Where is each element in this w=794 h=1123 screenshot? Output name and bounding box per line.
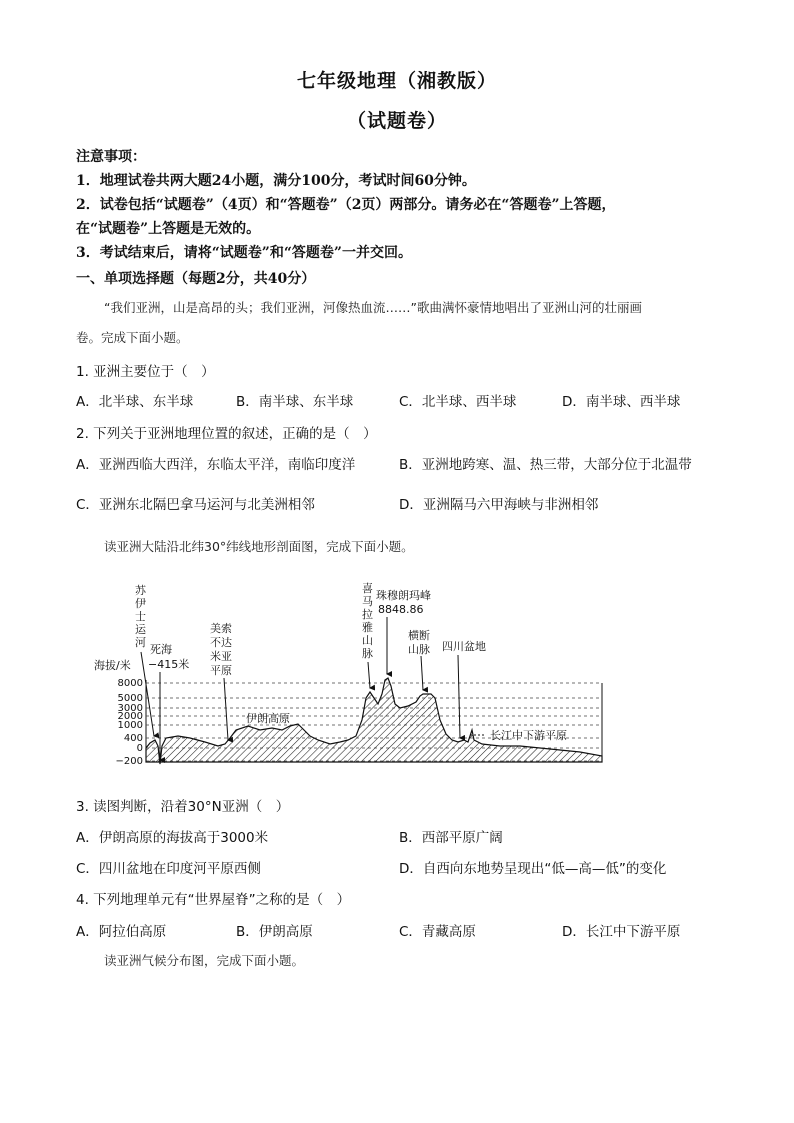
question-2-option-c[interactable]: C．亚洲东北隔巴拿马运河与北美洲相邻: [76, 497, 315, 513]
y-tick-0: 0: [136, 743, 143, 754]
question-3-option-b[interactable]: B．西部平原广阔: [399, 830, 503, 846]
svg-text:马: 马: [362, 595, 373, 608]
question-4-option-b[interactable]: B．伊朗高原: [236, 924, 313, 940]
notice-item-1: 1．地理试卷共两大题24小题，满分100分，考试时间60分钟。: [76, 173, 476, 189]
label-himalaya: [362, 581, 373, 688]
y-tick-5000: 5000: [117, 693, 143, 704]
question-3-option-c[interactable]: C．四川盆地在印度河平原西侧: [76, 861, 261, 877]
svg-text:拉: 拉: [362, 608, 373, 621]
question-1-option-b[interactable]: B．南半球、东半球: [236, 394, 354, 410]
svg-text:苏: 苏: [135, 584, 146, 597]
y-tick-labels: [116, 678, 143, 767]
question-3-option-a[interactable]: A．伊朗高原的海拔高于3000米: [76, 830, 269, 846]
passage-2: 读亚洲大陆沿北纬30°纬线地形剖面图，完成下面小题。: [104, 539, 414, 554]
svg-text:山: 山: [362, 634, 373, 647]
question-3-option-d[interactable]: D．自西向东地势呈现出“低—高—低”的变化: [399, 861, 667, 877]
question-1-option-a[interactable]: A．北半球、东半球: [76, 394, 194, 410]
svg-text:伊: 伊: [135, 597, 146, 610]
terrain-profile: [146, 678, 602, 764]
y-tick-minus200: −200: [115, 756, 143, 767]
svg-text:横断: 横断: [408, 629, 430, 642]
passage-1-line-1: “我们亚洲，山是高昂的头；我们亚洲，河像热血流……”歌曲满怀豪情地唱出了亚洲山河的壮丽画: [104, 300, 642, 315]
svg-text:雅: 雅: [362, 621, 373, 634]
y-tick-400: 400: [123, 733, 143, 744]
question-4-option-c[interactable]: C．青藏高原: [399, 924, 476, 940]
question-4-option-d[interactable]: D．长江中下游平原: [562, 924, 681, 940]
y-tick-2000: 2000: [117, 711, 143, 722]
question-4-stem: 4. 下列地理单元有“世界屋脊”之称的是（ ）: [76, 892, 351, 908]
svg-text:米亚: 米亚: [210, 650, 232, 663]
page-subtitle: （试题卷）: [346, 110, 447, 132]
svg-text:山脉: 山脉: [408, 643, 430, 656]
y-tick-8000: 8000: [117, 678, 143, 689]
question-1-option-c[interactable]: C．北半球、西半球: [399, 394, 517, 410]
arrow-sichuan: [458, 655, 460, 738]
notice-heading: 注意事项：: [76, 149, 146, 165]
passage-1-line-2: 卷。完成下面小题。: [76, 330, 189, 345]
arrow-hengduan: [421, 656, 423, 690]
svg-text:平原: 平原: [210, 664, 232, 677]
question-2-stem: 2. 下列关于亚洲地理位置的叙述，正确的是（ ）: [76, 426, 377, 442]
svg-text:河: 河: [135, 636, 146, 649]
question-2-option-b[interactable]: B．亚洲地跨寒、温、热三带，大部分位于北温带: [399, 457, 692, 473]
question-3-stem: 3. 读图判断，沿着30°N亚洲（ ）: [76, 799, 290, 815]
y-tick-3000: 3000: [117, 703, 143, 714]
label-everest: 珠穆朗玛峰: [376, 589, 431, 602]
profile-labels: [135, 581, 567, 760]
question-4-option-a[interactable]: A．阿拉伯高原: [76, 924, 167, 940]
label-dead-sea-elevation: −415米: [148, 658, 190, 671]
question-1-option-d[interactable]: D．南半球、西半球: [562, 394, 681, 410]
passage-3: 读亚洲气候分布图，完成下面小题。: [104, 953, 305, 968]
label-everest-elevation: 8848.86: [378, 603, 424, 616]
section-heading: 一、单项选择题（每题2分，共40分）: [76, 271, 316, 287]
notice-item-2b: 在“试题卷”上答题是无效的。: [76, 221, 261, 237]
label-mesopotamia: [210, 621, 232, 740]
svg-text:士: 士: [135, 610, 146, 623]
terrain-profile-figure: [90, 580, 610, 770]
svg-text:运: 运: [135, 623, 146, 636]
label-dead-sea: 死海: [150, 643, 172, 656]
y-tick-1000: 1000: [117, 720, 143, 731]
label-yangtze-plain: 长江中下游平原: [490, 729, 567, 742]
terrain-profile-svg: [90, 580, 610, 770]
svg-text:不达: 不达: [210, 636, 232, 649]
notice-item-2a: 2．试卷包括“试题卷”（4页）和“答题卷”（2页）两部分。请务必在“答题卷”上答题，: [76, 197, 616, 213]
question-2-option-a[interactable]: A．亚洲西临大西洋，东临太平洋，南临印度洋: [76, 457, 356, 473]
page-title: 七年级地理（湘教版）: [296, 70, 497, 92]
y-axis-label: 海拔/米: [94, 659, 131, 672]
question-1-stem: 1. 亚洲主要位于（ ）: [76, 364, 215, 380]
svg-text:喜: 喜: [362, 582, 373, 595]
svg-text:脉: 脉: [362, 647, 373, 660]
notice-item-3: 3．考试结束后，请将“试题卷”和“答题卷”一并交回。: [76, 245, 412, 261]
svg-text:美索: 美索: [210, 622, 232, 635]
label-sichuan-basin: 四川盆地: [442, 640, 486, 653]
label-iran-plateau: 伊朗高原: [246, 712, 290, 725]
question-2-option-d[interactable]: D．亚洲隔马六甲海峡与非洲相邻: [399, 497, 599, 513]
